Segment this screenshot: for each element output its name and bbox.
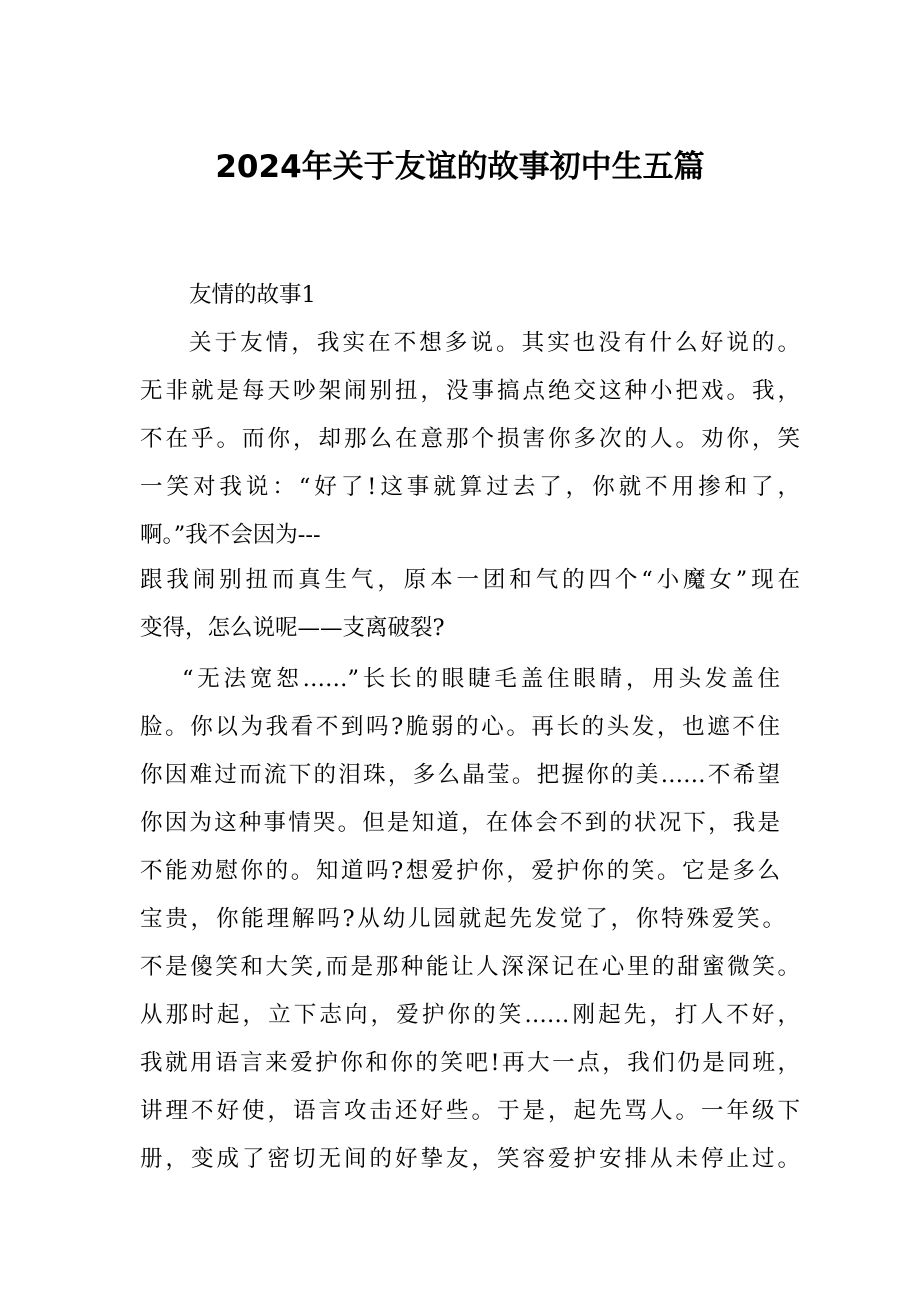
paragraph-line: 你因难过而流下的泪珠，多么晶莹。把握你的美……不希望	[140, 762, 780, 788]
paragraph-line: 我就用语言来爱护你和你的笑吧!再大一点，我们仍是同班，	[140, 1050, 800, 1076]
paragraph-line: “无法宽恕……”长长的眼睫毛盖住眼睛，用头发盖住	[182, 666, 780, 692]
paragraph-line: 跟我闹别扭而真生气，原本一团和气的四个“小魔女”现在	[140, 567, 800, 593]
paragraph-line: 变得，怎么说呢——支离破裂?	[140, 615, 445, 641]
paragraph-line: 脸。你以为我看不到吗?脆弱的心。再长的头发，也遮不住	[140, 714, 780, 740]
paragraph-line: 啊。”我不会因为---	[140, 522, 321, 548]
paragraph-line: 你因为这种事情哭。但是知道，在体会不到的状况下，我是	[140, 810, 780, 836]
paragraph-line: 不是傻笑和大笑,而是那种能让人深深记在心里的甜蜜微笑。	[140, 954, 800, 980]
paragraph-line: 从那时起，立下志向，爱护你的笑……刚起先，打人不好，	[140, 1002, 800, 1028]
paragraph-line: 一笑对我说：“好了!这事就算过去了，你就不用掺和了，	[140, 474, 800, 500]
paragraph-line: 讲理不好使，语言攻击还好些。于是，起先骂人。一年级下	[140, 1098, 800, 1124]
paragraph-line: 不能劝慰你的。知道吗?想爱护你，爱护你的笑。它是多么	[140, 858, 780, 884]
paragraph-line: 宝贵，你能理解吗?从幼儿园就起先发觉了，你特殊爱笑。	[140, 906, 785, 932]
paragraph-line: 关于友情，我实在不想多说。其实也没有什么好说的。	[189, 330, 800, 356]
paragraph-line: 不在乎。而你，却那么在意那个损害你多次的人。劝你，笑	[140, 426, 800, 452]
paragraph-line: 无非就是每天吵架闹别扭，没事搞点绝交这种小把戏。我，	[140, 378, 800, 404]
section-heading: 友情的故事1	[189, 282, 316, 308]
paragraph-line: 册，变成了密切无间的好挚友，笑容爱护安排从未停止过。	[140, 1146, 800, 1172]
document-title: 2024年关于友谊的故事初中生五篇	[215, 149, 705, 185]
